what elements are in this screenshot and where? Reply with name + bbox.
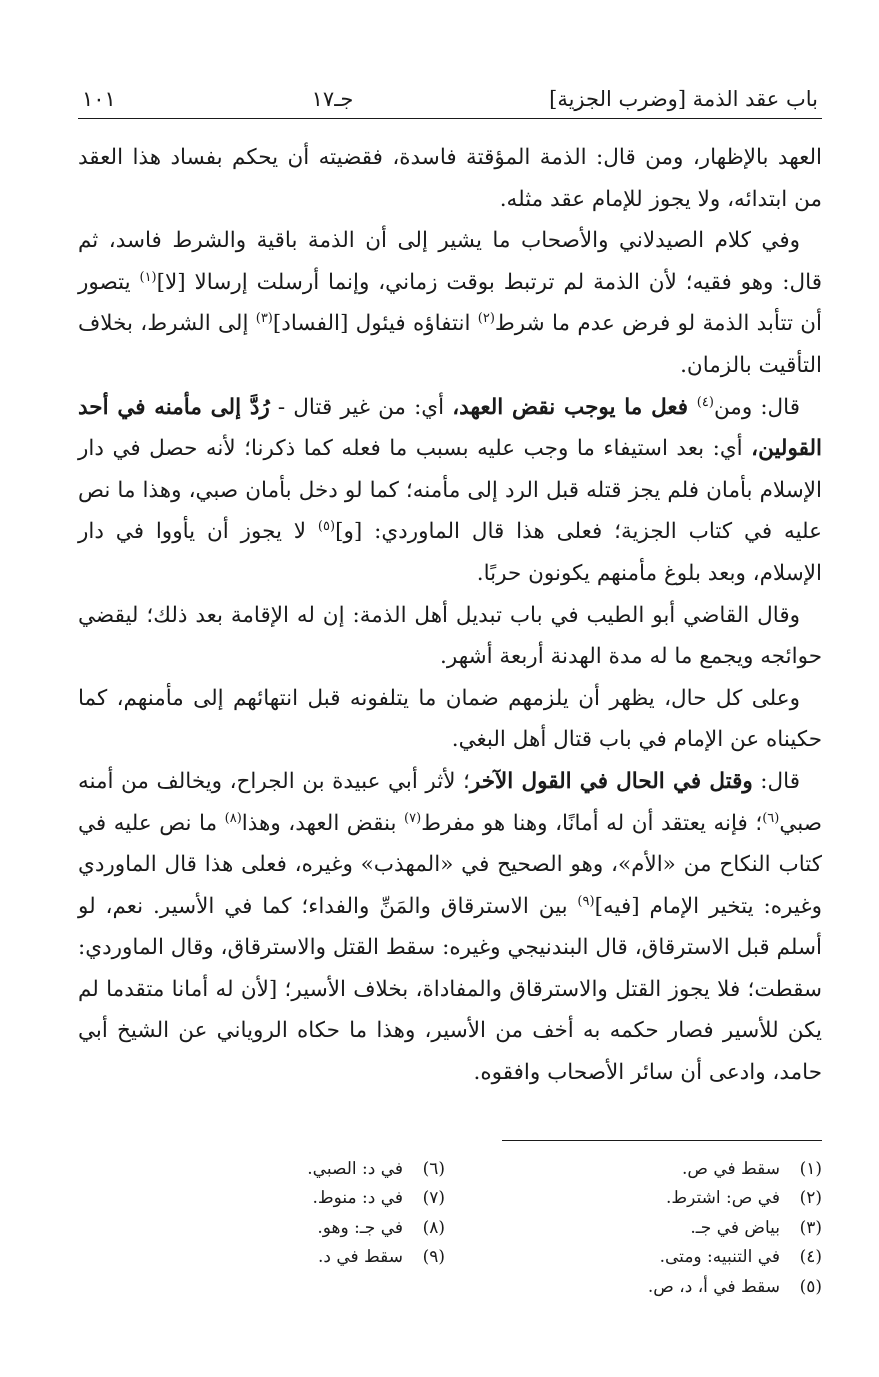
header-rule	[78, 118, 822, 119]
footnote-text: في التنبيه: ومتى.	[659, 1247, 780, 1268]
footnotes	[78, 1155, 822, 1302]
text-run: وقال القاضي أبو الطيب في باب تبديل أهل الذمة: إن له الإقامة بعد ذلك؛ ليقضي حوائجه ويجمع ما له مدة الهدنة أربعة أشهر.	[78, 602, 822, 670]
text-run: وعلى كل حال، يظهر أن يلزمهم ضمان ما يتلفونه قبل انتهائهم إلى مأمنهم، كما حكيناه عن الإمام في باب قتال أهل البغي.	[78, 685, 822, 753]
footnote-text: في د: الصبي.	[307, 1159, 403, 1179]
footnote-text: سقط في ص.	[681, 1159, 780, 1179]
footnote-number: (٣)	[799, 1217, 822, 1238]
paragraph	[78, 137, 822, 220]
text-run: قال: ومن	[713, 394, 801, 420]
footnote-text: في جـ: وهو.	[317, 1217, 403, 1238]
footnote-item	[455, 1184, 822, 1213]
footnote-item	[455, 1214, 822, 1243]
text-run: وفي كلام الصيدلاني والأصحاب ما يشير إلى أن الذمة باقية والشرط فاسد، ثم قال: وهو فقيه؛ لأن الذمة لم ترتبط بوقت زماني، وإنما أرسلت إرسالا [لا]	[78, 228, 822, 295]
text-run: إلى الشرط، بخلاف التأقيت بالزمان.	[78, 311, 822, 378]
footnote-number: (٢)	[799, 1188, 822, 1209]
text-run: بنقض العهد، وهذا	[241, 810, 405, 836]
footnote-number: (٦)	[422, 1159, 445, 1179]
footnote-marker: (٢)	[477, 311, 495, 327]
footnote-text: سقط في أ، د، ص.	[647, 1276, 780, 1297]
footnote-marker: (١)	[139, 269, 157, 285]
text-run: انتفاؤه فيئول [الفساد]	[272, 311, 478, 337]
paragraph	[78, 678, 822, 761]
footnote-item	[78, 1155, 445, 1184]
text-run: أي: بعد استيفاء ما وجب عليه بسبب ما فعله كما ذكرنا؛ لأنه حصل في دار الإسلام بأمان فلم يجز قتله قبل الرد إلى مأمنه؛ كما لو دخل بأمان صبي، وهذا ما نص عليه في كتاب الجزية؛ فعلى هذا قال الماوردي: [و]	[78, 436, 822, 545]
text-run: ؛ لأثر أبي عبيدة بن الجراح، ويخالف من أمنه صبي	[78, 768, 822, 836]
footnote-text: في د: منوط.	[312, 1188, 403, 1209]
footnote-item	[455, 1155, 822, 1184]
footnote-marker: (٥)	[317, 519, 336, 535]
footnote-marker: (٧)	[404, 810, 422, 826]
footnote-marker: (٦)	[762, 810, 780, 826]
footnote-marker: (٨)	[224, 810, 242, 826]
chapter-title: باب عقد الذمة [وضرب الجزية]	[549, 86, 818, 111]
footnote-item	[78, 1184, 445, 1213]
volume-label: جـ١٧	[311, 86, 354, 111]
footnotes-left-column	[78, 1155, 455, 1302]
text-run: يتصور أن تتأبد الذمة لو فرض عدم ما شرط	[78, 269, 823, 337]
paragraph	[78, 761, 822, 1094]
footnote-text: سقط في د.	[317, 1247, 403, 1268]
emphasized-text: وقتل في الحال في القول الآخر	[469, 768, 753, 794]
footnote-number: (٩)	[422, 1247, 445, 1268]
emphasized-text: فعل ما يوجب نقض العهد،	[452, 394, 697, 420]
footnote-item	[455, 1243, 822, 1272]
paragraph	[78, 220, 822, 386]
text-run: بين الاسترقاق والمَنِّ والفداء؛ كما في الأسير. نعم، لو أسلم قبل الاسترقاق، قال البندنيجي وغيره: سقط القتل والاسترقاق، وقال الماوردي: سقطت؛ فلا يجوز القتل والاسترقاق والمفاداة، بخلاف الأسير؛ [لأن له أمانا متقدما لم يكن للأسير فصار حكمه به أخف من الأسير، وهذا ما حكاه الروياني عن الشيخ أبي حامد، وادعى أن سائر الأصحاب وافقوه.	[78, 893, 822, 1086]
footnote-item	[78, 1243, 445, 1272]
footnote-number: (١)	[799, 1159, 822, 1179]
footnote-separator	[502, 1140, 822, 1141]
footnote-text: بياض في جـ.	[690, 1217, 780, 1238]
footnote-number: (٨)	[422, 1217, 445, 1238]
page-number: ١٠١	[82, 86, 116, 111]
footnote-number: (٥)	[799, 1276, 822, 1297]
text-run: لا يجوز أن يأووا في دار الإسلام، وبعد بلوغ مأمنهم يكونون حربًا.	[78, 519, 822, 586]
footnote-marker: (٣)	[255, 311, 273, 327]
text-run: أي: من غير قتال -	[269, 394, 453, 420]
paragraph	[78, 387, 822, 595]
paragraph	[78, 595, 822, 678]
text-run: قال:	[752, 768, 800, 794]
footnote-number: (٤)	[799, 1247, 822, 1268]
book-page	[78, 70, 823, 1297]
footnote-marker: (٩)	[577, 893, 595, 909]
text-run: العهد بالإظهار، ومن قال: الذمة المؤقتة فاسدة، فقضيته أن يحكم بفساد هذا العقد من ابتدائه، ولا يجوز للإمام عقد مثله.	[78, 145, 822, 212]
footnote-item	[455, 1273, 822, 1302]
footnote-marker: (٤)	[696, 394, 714, 410]
running-header	[78, 70, 822, 112]
main-text	[78, 137, 822, 1094]
footnote-item	[78, 1214, 445, 1243]
footnote-number: (٧)	[422, 1188, 445, 1209]
text-run: ما نص عليه في كتاب النكاح من «الأم»، وهو الصحيح في «المهذب» وغيره، فعلى هذا قال الماوردي وغيره: يتخير الإمام [فيه]	[78, 810, 822, 919]
text-run: ؛ فإنه يعتقد أن له أمانًا، وهنا هو مفرط	[421, 810, 763, 836]
footnote-text: في ص: اشترط.	[666, 1188, 780, 1209]
emphasized-text: رُدَّ إلى مأمنه في أحد القولين،	[78, 394, 822, 462]
footnotes-right-column	[455, 1155, 822, 1302]
